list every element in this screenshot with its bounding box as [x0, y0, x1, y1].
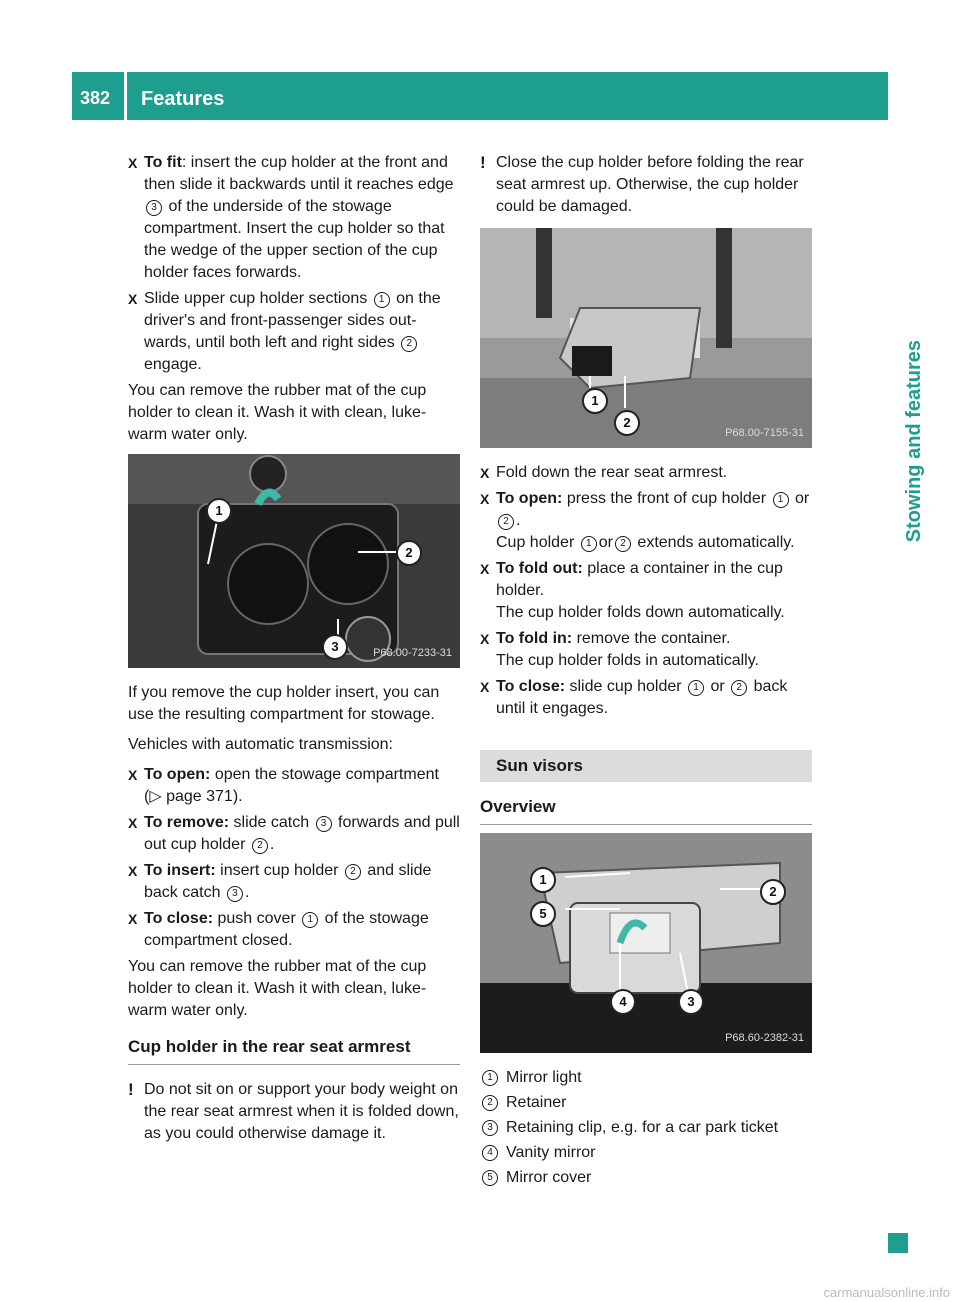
heading-rear-cup-holder: Cup holder in the rear seat armrest [128, 1036, 460, 1065]
photo-code: P68.60-2382-31 [725, 1032, 804, 1044]
callout-1: 1 [582, 388, 608, 414]
warning-icon: ! [128, 1080, 134, 1099]
callout-ref-3: 3 [146, 200, 162, 216]
page-number: 382 [80, 88, 111, 108]
right-column [480, 152, 812, 1192]
warning-armrest: ! Do not sit on or support your body weight on the rear seat armrest when it is folded down, as you could otherwise damage it. [128, 1080, 459, 1142]
step-arrow-icon: X [128, 291, 138, 307]
callout-5: 5 [530, 901, 556, 927]
step-rear-open: X To open: press the front of cup holder 1 or 2 . Cup holder 1 or 2 extends automatically. [480, 490, 810, 551]
legend-item: 4 Vanity mirror [480, 1142, 812, 1164]
step-to-insert: X To insert: insert cup holder 2 and slide back catch 3 . [128, 862, 432, 901]
sun-visor-illustration [480, 833, 812, 1053]
step-to-remove: X To remove: slide catch 3 forwards and pull out cup holder 2 . [128, 814, 460, 853]
legend-item: 3 Retaining clip, e.g. for a car park ticket [480, 1117, 812, 1139]
page-reference-link[interactable]: (▷ page 371). [144, 788, 243, 805]
warning-close-holder: ! Close the cup holder before folding the rear seat armrest up. Otherwise, the cup holder could be damaged. [480, 153, 804, 215]
callout-3: 3 [322, 634, 348, 660]
photo-code: P68.00-7155-31 [725, 427, 804, 439]
legend-item: 2 Retainer [480, 1092, 812, 1114]
step-slide-sections: X Slide upper cup holder sections 1 on the driver's and front-passenger sides out-wards, until both left and right sides 2 engage. [128, 290, 441, 373]
photo-sun-visor [480, 833, 812, 1053]
step-to-open: X To open: open the stowage compartment (▷ page 371). [128, 766, 439, 805]
step-fold-in: X To fold in: remove the container. The cup holder folds in automatically. [480, 630, 759, 669]
paragraph-rubber-mat-2: You can remove the rubber mat of the cup holder to clean it. Wash it with clean, luke-warm water only. [128, 958, 427, 1019]
watermark: carmanualsonline.info [823, 1285, 950, 1300]
step-to-fit: X To fit: insert the cup holder at the front and then slide it backwards until it reaches edge 3 of the underside of the stowage compartment. Insert the cup holder so that the wedge of the upper section of the cup holder faces forwards. [128, 154, 454, 281]
header-separator [124, 72, 127, 120]
step-arrow-icon: X [128, 155, 138, 171]
warning-icon: ! [480, 153, 486, 172]
callout-1: 1 [530, 867, 556, 893]
callout-1: 1 [206, 498, 232, 524]
callout-3: 3 [678, 989, 704, 1015]
paragraph-compartment: If you remove the cup holder insert, you can use the resulting compartment for stowage. [128, 684, 440, 723]
paragraph-automatic: Vehicles with automatic transmission: [128, 736, 393, 753]
photo-rear-armrest [480, 228, 812, 448]
step-to-close: X To close: push cover 1 of the stowage compartment closed. [128, 910, 429, 949]
callout-2: 2 [614, 410, 640, 436]
paragraph-rubber-mat: You can remove the rubber mat of the cup holder to clean it. Wash it with clean, luke-warm water only. [128, 382, 427, 443]
side-marker [888, 1233, 908, 1253]
callout-2: 2 [396, 540, 422, 566]
section-heading-sun-visors: Sun visors [480, 750, 812, 782]
photo-code: P68.00-7233-31 [373, 647, 452, 659]
callout-2: 2 [760, 879, 786, 905]
photo-front-cup-holder [128, 454, 460, 668]
step-fold-out: X To fold out: place a container in the cup holder. The cup holder folds down automatically. [480, 560, 785, 621]
step-fold-down: X Fold down the rear seat armrest. [480, 464, 728, 481]
heading-overview: Overview [480, 796, 812, 825]
step-rear-close: X To close: slide cup holder 1 or 2 back until it engages. [480, 678, 788, 717]
legend-item: 1 Mirror light [480, 1067, 812, 1089]
side-chapter-label: Stowing and features [903, 340, 925, 543]
callout-4: 4 [610, 989, 636, 1015]
legend-item: 5 Mirror cover [480, 1167, 812, 1189]
left-column [128, 152, 460, 1155]
armrest-illustration [480, 228, 812, 448]
page-title: Features [141, 88, 225, 110]
